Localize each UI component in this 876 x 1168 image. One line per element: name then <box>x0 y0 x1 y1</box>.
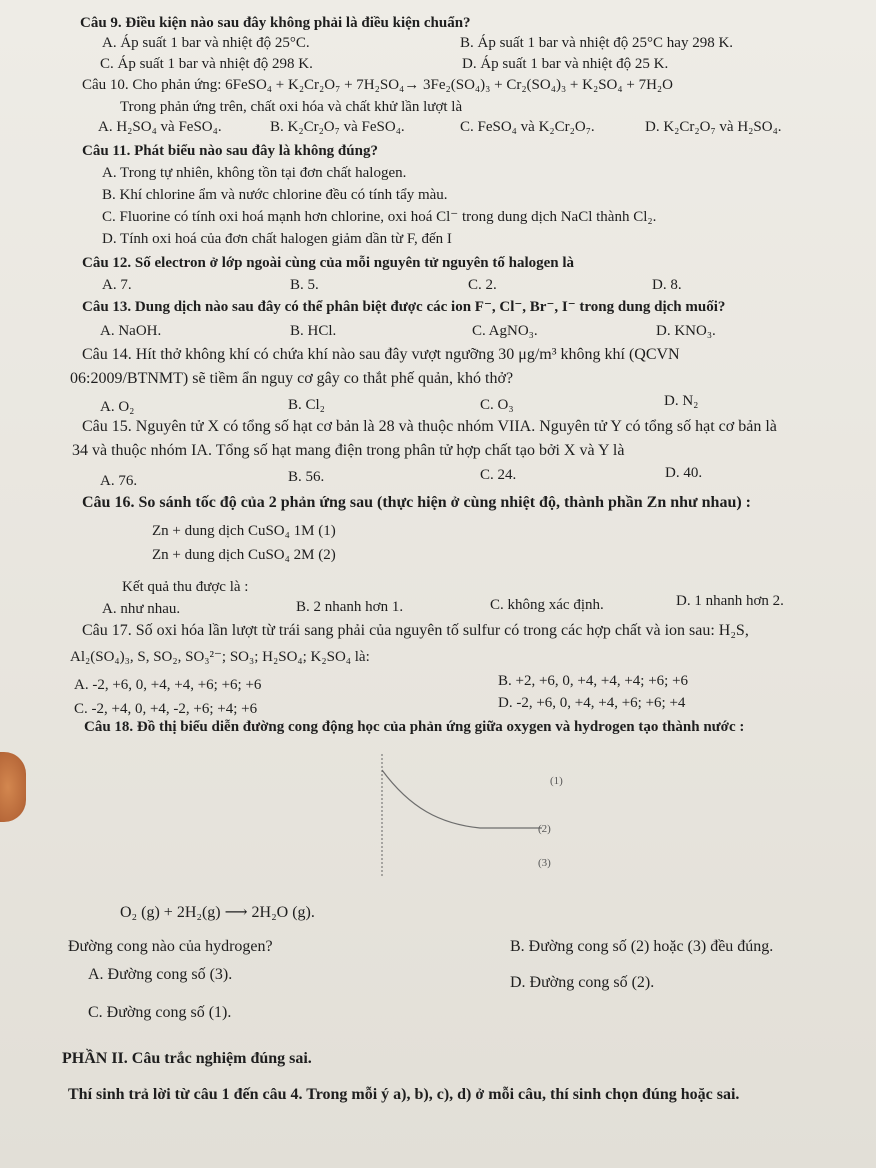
q16-reaction-2: Zn + dung dịch CuSO₄ 2M (2) <box>152 547 336 563</box>
q17-stem: Câu 17. Số oxi hóa lần lượt từ trái sang phải của nguyên tố sulfur có trong các hợp chất và ion sau: H₂S, <box>82 622 749 639</box>
q9-option-d: D. Áp suất 1 bar và nhiệt độ 25 K. <box>462 56 669 72</box>
q12-stem: Câu 12. Số electron ở lớp ngoài cùng của mỗi nguyên tử nguyên tố halogen là <box>82 255 575 271</box>
q10-option-b: B. K₂Cr₂O₇ và FeSO₄. <box>270 119 405 135</box>
q9-option-b: B. Áp suất 1 bar và nhiệt độ 25°C hay 298 K. <box>460 35 734 51</box>
q13-option-c: C. AgNO₃. <box>472 323 538 339</box>
q18-option-c: C. Đường cong số (1). <box>88 1004 232 1021</box>
q13-stem: Câu 13. Dung dịch nào sau đây có thể phân biệt được các ion F⁻, Cl⁻, Br⁻, I⁻ trong dung dịch muối? <box>82 299 726 315</box>
curve-1-label: (1) <box>550 775 563 787</box>
part2-instruction: Thí sinh trả lời từ câu 1 đến câu 4. Trong mỗi ý a), b), c), d) ở mỗi câu, thí sinh chọn đúng hoặc sai. <box>68 1086 740 1103</box>
q16-option-a: A. như nhau. <box>102 601 181 617</box>
q15-option-a: A. 76. <box>100 473 138 489</box>
q13-option-b: B. HCl. <box>290 323 337 339</box>
q10-stem: Câu 10. Cho phản ứng: 6FeSO₄ + K₂Cr₂O₇ + 7H₂SO₄→ 3Fe₂(SO₄)₃ + Cr₂(SO₄)₃ + K₂SO₄ + 7H₂O <box>82 77 673 93</box>
q12-option-d: D. 8. <box>652 277 682 293</box>
q14-stem: Câu 14. Hít thở không khí có chứa khí nào sau đây vượt ngưỡng 30 μg/m³ không khí (QCVN <box>82 346 680 363</box>
q12-option-b: B. 5. <box>290 277 319 293</box>
q10-option-c: C. FeSO₄ và K₂Cr₂O₇. <box>460 119 595 135</box>
q11-option-d: D. Tính oxi hoá của đơn chất halogen giảm dần từ F, đến I <box>102 231 452 247</box>
q14-option-c: C. O₃ <box>480 397 514 413</box>
q9-option-a: A. Áp suất 1 bar và nhiệt độ 25°C. <box>102 35 310 51</box>
q15-stem-continued: 34 và thuộc nhóm IA. Tổng số hạt mang điện trong phân tử hợp chất tạo bởi X và Y là <box>72 442 625 459</box>
kinetic-curve-graph <box>370 748 570 888</box>
q10-sub: Trong phản ứng trên, chất oxi hóa và chất khử lần lượt là <box>120 99 463 115</box>
q11-option-c: C. Fluorine có tính oxi hoá mạnh hơn chlorine, oxi hoá Cl⁻ trong dung dịch NaCl thành Cl₂. <box>102 209 657 225</box>
q16-option-d: D. 1 nhanh hơn 2. <box>676 593 784 609</box>
kinetic-curve-svg <box>370 748 570 888</box>
q11-option-a: A. Trong tự nhiên, không tồn tại đơn chất halogen. <box>102 165 407 181</box>
q10-option-d: D. K₂Cr₂O₇ và H₂SO₄. <box>645 119 782 135</box>
curve-2-line <box>382 770 542 828</box>
q16-stem: Câu 16. So sánh tốc độ của 2 phản ứng sau (thực hiện ở cùng nhiệt độ, thành phần Zn như nhau) : <box>82 494 751 511</box>
q18-option-b: B. Đường cong số (2) hoặc (3) đều đúng. <box>510 938 774 955</box>
part2-title: PHẦN II. Câu trắc nghiệm đúng sai. <box>62 1050 312 1067</box>
q11-option-b: B. Khí chlorine ẩm và nước chlorine đều có tính tẩy màu. <box>102 187 448 203</box>
q16-option-b: B. 2 nhanh hơn 1. <box>296 599 404 615</box>
q14-option-a: A. O₂ <box>100 399 135 415</box>
q14-option-d: D. N₂ <box>664 393 699 409</box>
q17-option-c: C. -2, +4, 0, +4, -2, +6; +4; +6 <box>74 701 258 717</box>
q9-stem: Câu 9. Điều kiện nào sau đây không phải là điều kiện chuẩn? <box>80 15 471 31</box>
curve-2-label: (2) <box>538 823 551 835</box>
q12-option-a: A. 7. <box>102 277 132 293</box>
q17-option-a: A. -2, +6, 0, +4, +4, +6; +6; +6 <box>74 677 262 693</box>
q17-stem-continued: Al₂(SO₄)₃, S, SO₂, SO₃²⁻; SO₃; H₂SO₄; K₂SO₄ là: <box>70 649 370 665</box>
q16-option-c: C. không xác định. <box>490 597 604 613</box>
q18-question: Đường cong nào của hydrogen? <box>68 938 273 955</box>
q15-option-d: D. 40. <box>665 465 703 481</box>
q17-option-d: D. -2, +6, 0, +4, +4, +6; +6; +4 <box>498 695 686 711</box>
q18-stem: Câu 18. Đồ thị biểu diễn đường cong động học của phản ứng giữa oxygen và hydrogen tạo thành nước : <box>84 719 745 735</box>
q12-option-c: C. 2. <box>468 277 497 293</box>
finger-photo-artifact <box>0 752 26 822</box>
q16-reaction-1: Zn + dung dịch CuSO₄ 1M (1) <box>152 523 336 539</box>
q17-option-b: B. +2, +6, 0, +4, +4, +4; +6; +6 <box>498 673 689 689</box>
q11-stem: Câu 11. Phát biểu nào sau đây là không đúng? <box>82 143 378 159</box>
q15-option-b: B. 56. <box>288 469 325 485</box>
q10-option-a: A. H₂SO₄ và FeSO₄. <box>98 119 222 135</box>
q13-option-d: D. KNO₃. <box>656 323 716 339</box>
curve-3-label: (3) <box>538 857 551 869</box>
q15-stem: Câu 15. Nguyên tử X có tổng số hạt cơ bản là 28 và thuộc nhóm VIIA. Nguyên tử Y có tổng số hạt cơ bản là <box>82 418 777 435</box>
q14-option-b: B. Cl₂ <box>288 397 325 413</box>
q18-option-a: A. Đường cong số (3). <box>88 966 233 983</box>
q18-option-d: D. Đường cong số (2). <box>510 974 655 991</box>
q16-result-label: Kết quả thu được là : <box>122 579 249 595</box>
q18-equation: O₂ (g) + 2H₂(g) ⟶ 2H₂O (g). <box>120 904 315 921</box>
q13-option-a: A. NaOH. <box>100 323 162 339</box>
q9-option-c: C. Áp suất 1 bar và nhiệt độ 298 K. <box>100 56 313 72</box>
q14-stem-continued: 06:2009/BTNMT) sẽ tiềm ẩn nguy cơ gây co thắt phế quản, khó thở? <box>70 370 514 387</box>
q15-option-c: C. 24. <box>480 467 517 483</box>
